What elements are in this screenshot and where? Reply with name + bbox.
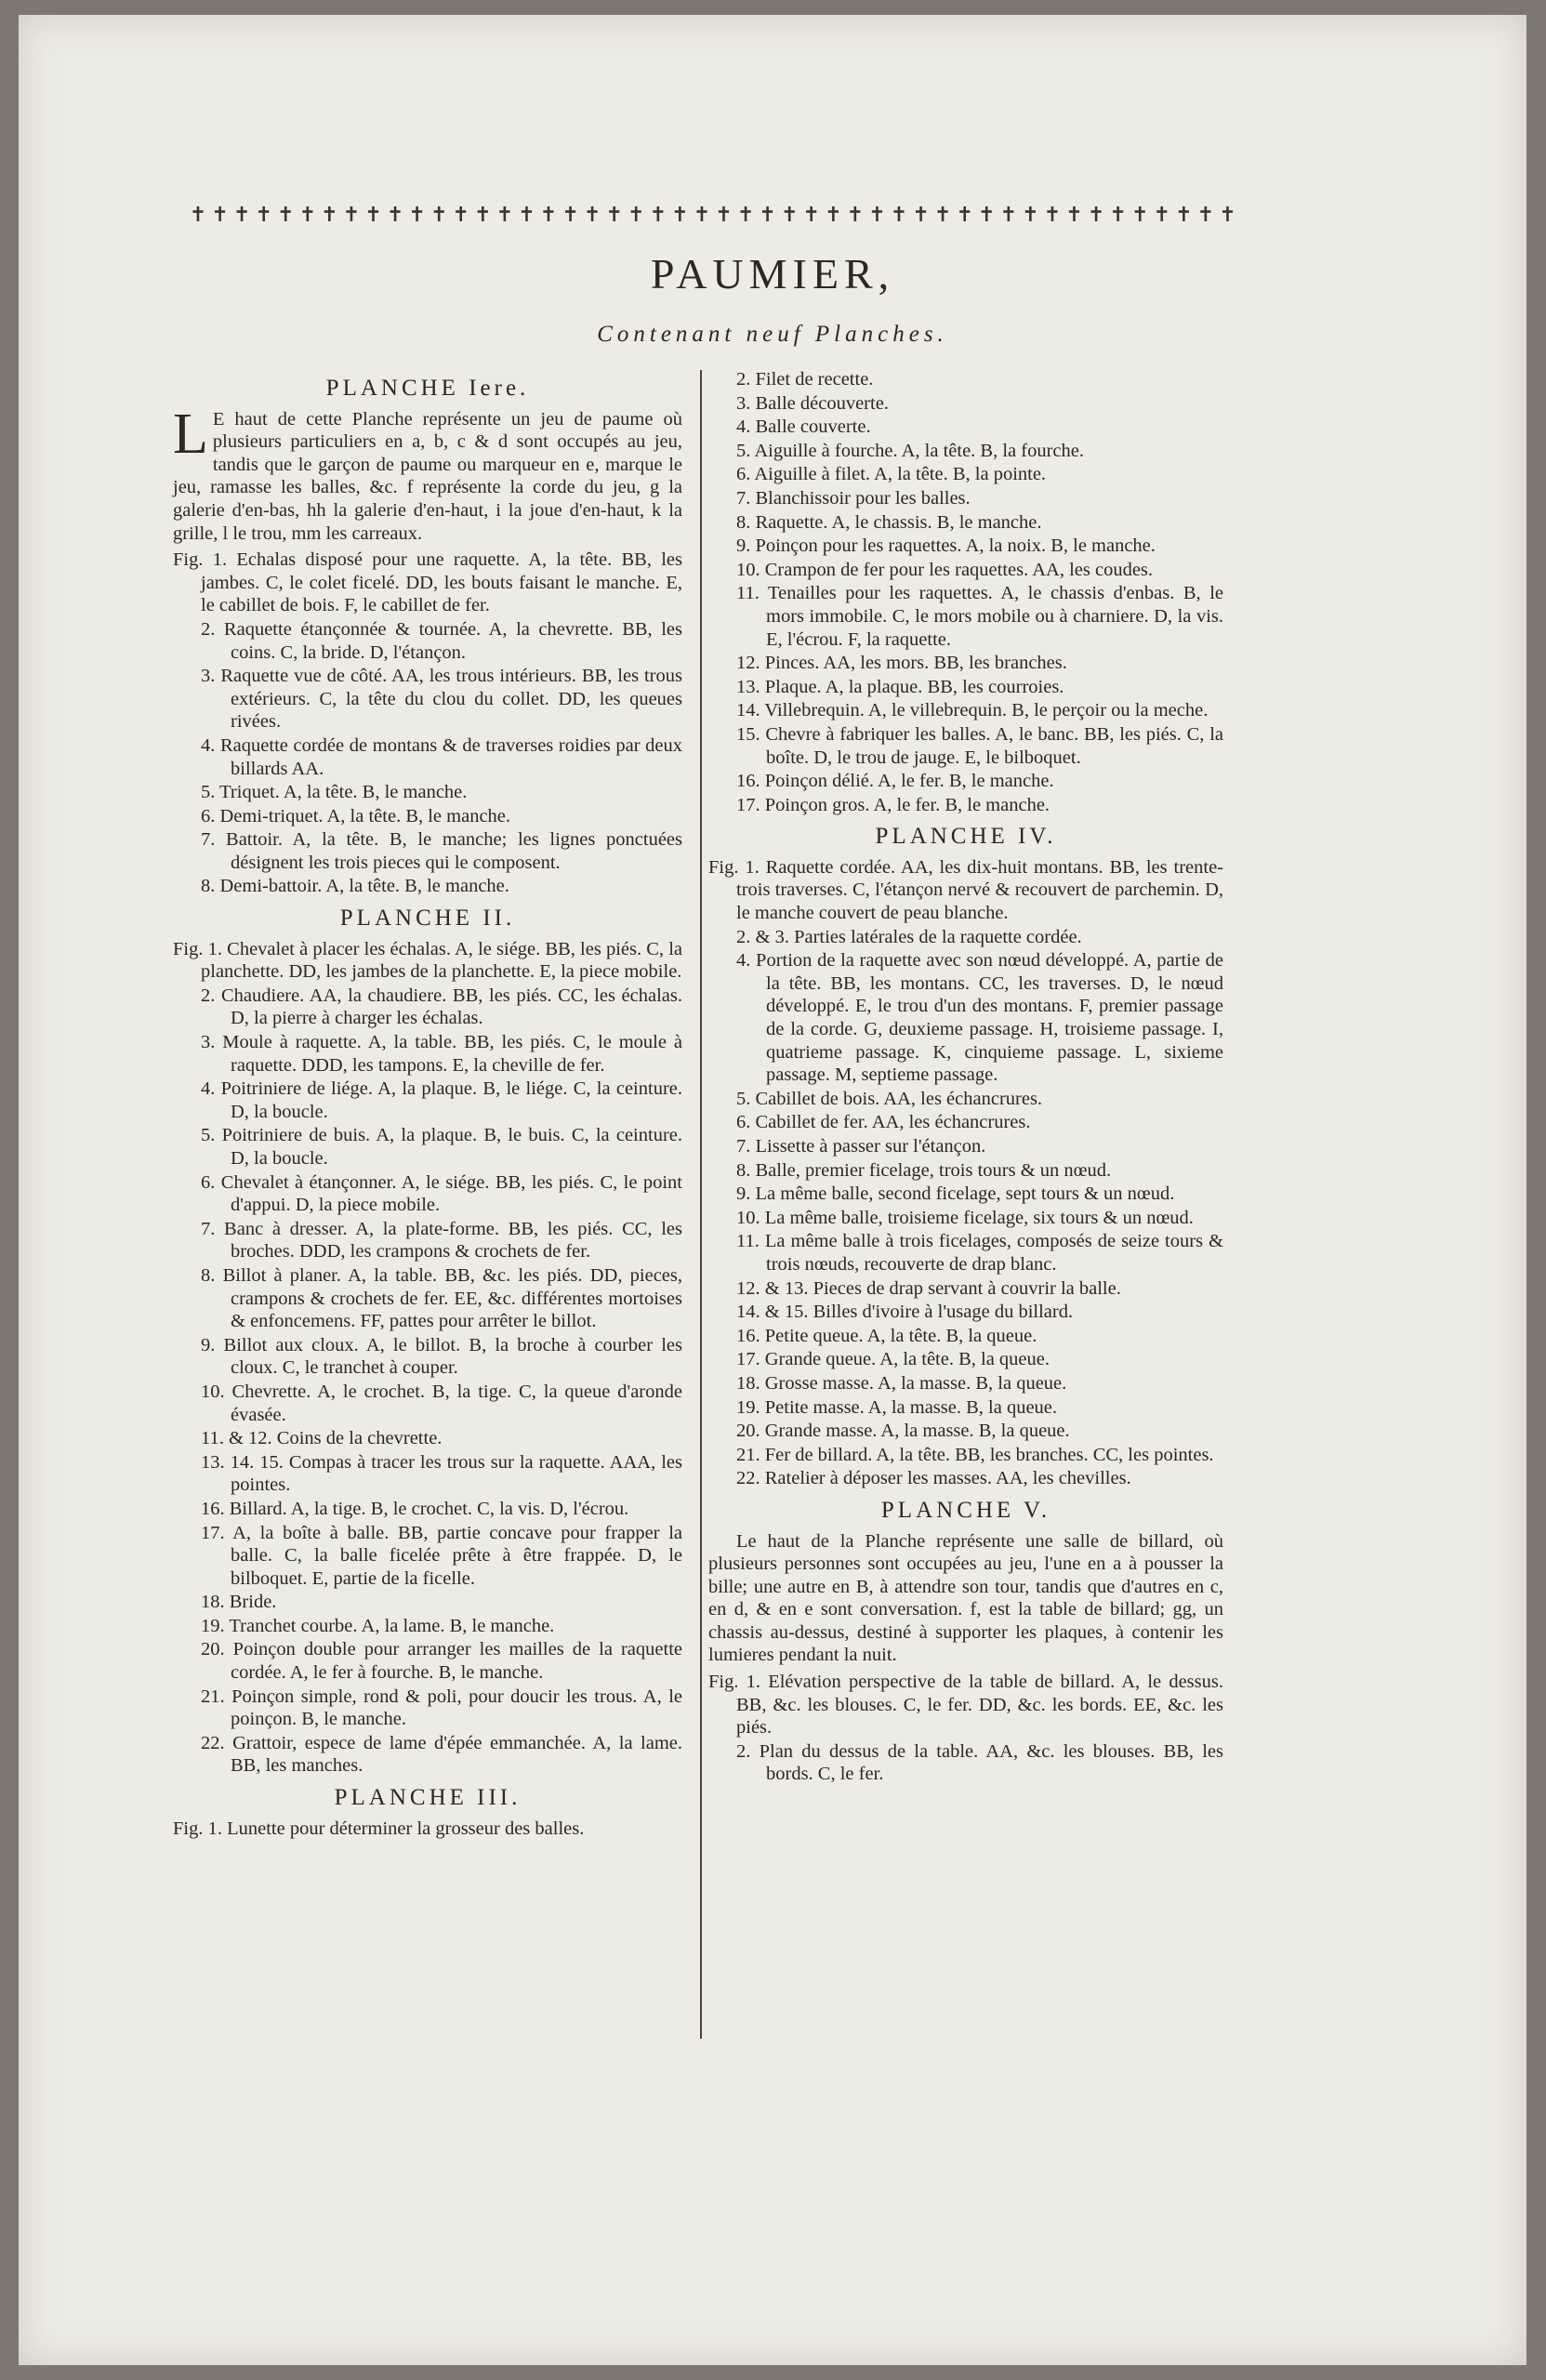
ornament-cross-icon: ✝ (408, 203, 426, 226)
ornament-cross-icon: ✝ (1043, 203, 1062, 226)
ornament-cross-icon: ✝ (1109, 203, 1127, 226)
figure-entry: 13. Plaque. A, la plaque. BB, les courroies. (736, 676, 1064, 697)
figure-entry: 7. Blanchissoir pour les balles. (736, 487, 971, 509)
figure-entry: 12. Pinces. AA, les mors. BB, les branches. (736, 653, 1067, 674)
figure-entry: 16. Billard. A, la tige. B, le crochet. C, la vis. D, l'écrou. (201, 1498, 629, 1519)
ornament-cross-icon: ✝ (890, 203, 908, 226)
figure-entry: 10. Crampon de fer pour les raquettes. AA, les coudes. (736, 559, 1154, 580)
figure-entry: 11. & 12. Coins de la chevrette. (201, 1428, 443, 1449)
ornament-cross-icon: ✝ (1219, 203, 1236, 226)
planche5-entries (708, 1671, 1223, 1786)
ornament-cross-icon: ✝ (649, 203, 667, 226)
ornament-rule (189, 201, 1237, 229)
page-subtitle: Contenant neuf Planches. (597, 322, 948, 347)
figure-entry: 21. Fer de billard. A, la tête. BB, les branches. CC, les pointes. (736, 1444, 1214, 1465)
ornament-cross-icon: ✝ (277, 203, 295, 226)
figure-entry: 6. Demi-triquet. A, la tête. B, le manche. (201, 805, 511, 826)
figure-entry: 5. Cabillet de bois. AA, les échancrures. (736, 1088, 1043, 1109)
figure-entry: 8. Balle, premier ficelage, trois tours & un nœud. (736, 1159, 1112, 1181)
figure-entry: 21. Poinçon simple, rond & poli, pour doucir les trous. A, le poinçon. B, le manche. (201, 1686, 682, 1730)
figure-entry: 9. Billot aux cloux. A, le billot. B, la broche à courber les cloux. C, le tranchet à couper. (201, 1334, 682, 1379)
planche2-entries (173, 938, 682, 1778)
planche3-entries (173, 1818, 682, 1841)
figure-entry: 4. Portion de la raquette avec son nœud développé. A, partie de la tête. BB, les montans. CC, les traverses. D, le nœud développé. E, le trou d'un des montans. F, premier passage de la corde. G, deuxieme passage. H, troisieme passage. I, quatrieme passage. K, cinquieme passage. L, sixieme passage. M, septieme passage. (736, 950, 1223, 1086)
ornament-cross-icon: ✝ (912, 203, 930, 226)
ornament-cross-icon: ✝ (759, 203, 776, 226)
figure-entry: 16. Petite queue. A, la tête. B, la queue. (736, 1325, 1037, 1346)
page-sheet (19, 15, 1526, 2365)
ornament-cross-icon: ✝ (956, 203, 973, 226)
ornament-cross-icon: ✝ (1065, 203, 1083, 226)
ornament-cross-icon: ✝ (189, 203, 207, 226)
ornament-cross-icon: ✝ (539, 203, 558, 226)
figure-entry: 6. Chevalet à étançonner. A, le siége. BB, les piés. C, le point d'appui. D, la piece mobile. (201, 1171, 682, 1216)
ornament-cross-icon: ✝ (933, 203, 952, 226)
ornament-cross-icon: ✝ (321, 203, 338, 226)
planche1-entries (173, 549, 682, 898)
ornament-cross-icon: ✝ (1130, 203, 1149, 226)
figure-entry: Fig. 1. Elévation perspective de la table de billard. A, le dessus. BB, &c. les blouses. C, le fer. DD, &c. les bords. EE, &c. les piés. (708, 1672, 1223, 1739)
planche-heading-2: PLANCHE II. (339, 906, 516, 932)
ornament-cross-icon: ✝ (1175, 203, 1193, 226)
figure-entry: 17. Poinçon gros. A, le fer. B, le manche. (736, 794, 1050, 815)
figure-entry: 13. 14. 15. Compas à tracer les trous sur la raquette. AAA, les pointes. (201, 1451, 682, 1496)
ornament-cross-icon: ✝ (364, 203, 382, 226)
figure-entry: 5. Aiguille à fourche. A, la tête. B, la fourche. (736, 440, 1085, 461)
ornament-cross-icon: ✝ (671, 203, 689, 226)
figure-entry: 9. La même balle, second ficelage, sept tours & un nœud. (736, 1183, 1175, 1205)
figure-entry: 3. Balle découverte. (736, 392, 889, 414)
figure-entry: 10. Chevrette. A, le crochet. B, la tige. C, la queue d'aronde évasée. (201, 1381, 682, 1425)
ornament-cross-icon: ✝ (978, 203, 996, 226)
figure-entry: 11. La même balle à trois ficelages, composés de seize tours & trois nœuds, recouverte de drap blanc. (736, 1231, 1223, 1275)
page-title: PAUMIER, (650, 250, 895, 298)
figure-entry: 12. & 13. Pieces de drap servant à couvrir la balle. (736, 1277, 1121, 1299)
planche5-intro: Le haut de la Planche représente une salle de billard, où plusieurs personnes sont occupées au jeu, l'une en a à pousser la bille; une autre en B, à attendre son tour, tandis que d'autres en c, en d, & en e sont conversation. f, est la table de billard; gg, un chassis au-dessus, destiné à supporter les plaques, à contenir les lumieres pendant la nuit. (708, 1530, 1223, 1666)
figure-entry: 6. Cabillet de fer. AA, les échancrures. (736, 1112, 1031, 1133)
left-column (173, 368, 682, 1841)
ornament-cross-icon: ✝ (211, 203, 229, 226)
figure-entry: 7. Lissette à passer sur l'étançon. (736, 1136, 986, 1157)
ornament-cross-icon: ✝ (386, 203, 404, 226)
figure-entry: 19. Tranchet courbe. A, la lame. B, le manche. (201, 1615, 555, 1636)
figure-entry: 8. Billot à planer. A, la table. BB, &c. les piés. DD, pieces, crampons & crochets de fer. EE, &c. différentes mortoises & enfoncemens. FF, pattes pour arrêter le billot. (201, 1264, 682, 1332)
figure-entry: 22. Ratelier à déposer les masses. AA, les chevilles. (736, 1468, 1131, 1489)
column-divider (700, 370, 702, 2039)
figure-entry: 18. Bride. (201, 1592, 277, 1613)
figure-entry: 7. Banc à dresser. A, la plate-forme. BB, les piés. CC, les broches. DDD, les crampons & crochets de fer. (201, 1218, 682, 1263)
figure-entry: 10. La même balle, troisieme ficelage, six tours & un nœud. (736, 1207, 1194, 1228)
ornament-cross-icon: ✝ (1196, 203, 1215, 226)
ornament-cross-icon: ✝ (474, 203, 492, 226)
ornament-cross-icon: ✝ (298, 203, 317, 226)
ornament-cross-icon: ✝ (628, 203, 645, 226)
figure-entry: 2. Filet de recette. (736, 369, 874, 390)
figure-entry: 3. Raquette vue de côté. AA, les trous intérieurs. BB, les trous extérieurs. C, la tête du clou du collet. DD, les queues rivées. (201, 666, 682, 733)
planche1-intro (173, 402, 682, 546)
ornament-cross-icon: ✝ (496, 203, 514, 226)
figure-entry: 14. Villebrequin. A, le villebrequin. B, le perçoir ou la meche. (736, 700, 1209, 721)
ornament-cross-icon: ✝ (999, 203, 1018, 226)
figure-entry: Fig. 1. Chevalet à placer les échalas. A, le siége. BB, les piés. C, la planchette. DD, les jambes de la planchette. E, la piece mobile. (173, 938, 682, 983)
ornament-cross-icon: ✝ (583, 203, 601, 226)
figure-entry: 3. Moule à raquette. A, la table. BB, les piés. C, le moule à raquette. DDD, les tampons. E, la cheville de fer. (201, 1032, 682, 1076)
ornament-cross-icon: ✝ (802, 203, 820, 226)
figure-entry: 2. Chaudiere. AA, la chaudiere. BB, les piés. CC, les échalas. D, la pierre à charger les échalas. (201, 985, 682, 1029)
figure-entry: 18. Grosse masse. A, la masse. B, la queue. (736, 1372, 1067, 1394)
ornament-cross-icon: ✝ (868, 203, 886, 226)
ornament-cross-icon: ✝ (605, 203, 623, 226)
figure-entry: 14. & 15. Billes d'ivoire à l'usage du billard. (736, 1302, 1074, 1323)
figure-entry: 6. Aiguille à filet. A, la tête. B, la pointe. (736, 464, 1047, 485)
planche-heading-1: PLANCHE Iere. (325, 376, 530, 401)
figure-entry: Fig. 1. Raquette cordée. AA, les dix-huit montans. BB, les trente-trois traverses. C, l'étançon nervé & recouvert de parchemin. D, le manche couvert de peau blanche. (708, 856, 1223, 924)
figure-entry: 17. A, la boîte à balle. BB, partie concave pour frapper la balle. C, la balle ficelée prête à être frappée. D, le bilboquet. E, partie de la ficelle. (201, 1522, 682, 1589)
figure-entry: 5. Triquet. A, la tête. B, le manche. (201, 782, 468, 803)
figure-entry: 19. Petite masse. A, la masse. B, la queue. (736, 1396, 1058, 1418)
ornament-cross-icon: ✝ (736, 203, 755, 226)
ornament-cross-icon: ✝ (452, 203, 469, 226)
ornament-cross-icon: ✝ (562, 203, 579, 226)
figure-entry: 20. Poinçon double pour arranger les mailles de la raquette cordée. A, le fer à fourche. B, le manche. (201, 1639, 682, 1684)
ornament-cross-icon: ✝ (825, 203, 842, 226)
planche3-cont-entries (708, 368, 1223, 816)
figure-entry: 17. Grande queue. A, la tête. B, la queue. (736, 1349, 1050, 1370)
figure-entry: 16. Poinçon délié. A, le fer. B, le manche. (736, 771, 1054, 792)
figure-entry: 11. Tenailles pour les raquettes. A, le chassis d'enbas. B, le mors immobile. C, le mors mobile ou à charniere. D, la vis. E, l'écrou. F, la raquette. (736, 583, 1223, 650)
ornament-cross-icon: ✝ (255, 203, 272, 226)
figure-entry: 8. Demi-battoir. A, la tête. B, le manche. (201, 876, 509, 897)
ornament-cross-icon: ✝ (1022, 203, 1039, 226)
ornament-cross-icon: ✝ (1087, 203, 1105, 226)
right-column (708, 368, 1223, 1787)
drop-cap: L (173, 402, 208, 466)
figure-entry: 8. Raquette. A, le chassis. B, le manche. (736, 511, 1042, 533)
ornament-cross-icon: ✝ (518, 203, 535, 226)
ornament-cross-icon: ✝ (429, 203, 448, 226)
planche-heading-5: PLANCHE V. (880, 1497, 1051, 1523)
ornament-cross-icon: ✝ (342, 203, 361, 226)
ornament-cross-icon: ✝ (1153, 203, 1170, 226)
ornament-cross-icon: ✝ (846, 203, 865, 226)
figure-entry: 2. Plan du dessus de la table. AA, &c. les blouses. BB, les bords. C, le fer. (736, 1740, 1223, 1785)
ornament-cross-icon: ✝ (693, 203, 711, 226)
figure-entry: 2. Raquette étançonnée & tournée. A, la chevrette. BB, les coins. C, la bride. D, l'étançon. (201, 618, 682, 663)
figure-entry: Fig. 1. Lunette pour déterminer la grosseur des balles. (173, 1818, 585, 1839)
figure-entry: 9. Poinçon pour les raquettes. A, la noix. B, le manche. (736, 536, 1156, 557)
ornament-cross-icon: ✝ (780, 203, 799, 226)
figure-entry: 5. Poitriniere de buis. A, la plaque. B, le buis. C, la ceinture. D, la boucle. (201, 1125, 682, 1169)
planche1-intro-text: E haut de cette Planche représente un jeu de paume où plusieurs particuliers en a, b, c & d sont occupés au jeu, tandis que le garçon de paume ou marqueur en e, marque le jeu, ramasse les balles, &c. f représente la corde du jeu, g la galerie d'en-bas, hh la galerie d'en-haut, i la joue d'en-haut, k la grille, l le trou, mm les carreaux. (173, 408, 682, 544)
figure-entry: 4. Poitriniere de liége. A, la plaque. B, le liége. C, la ceinture. D, la boucle. (201, 1078, 682, 1122)
figure-entry: 15. Chevre à fabriquer les balles. A, le banc. BB, les piés. C, la boîte. D, le trou de jauge. E, le bilboquet. (736, 723, 1223, 768)
figure-entry: 4. Balle couverte. (736, 416, 871, 438)
figure-entry: 7. Battoir. A, la tête. B, le manche; les lignes ponctuées désignent les trois pieces qui le composent. (201, 829, 682, 873)
planche4-entries (708, 856, 1223, 1490)
planche-heading-3: PLANCHE III. (334, 1785, 522, 1811)
ornament-cross-icon: ✝ (232, 203, 251, 226)
figure-entry: 22. Grattoir, espece de lame d'épée emmanchée. A, la lame. BB, les manches. (201, 1732, 682, 1777)
figure-entry: Fig. 1. Echalas disposé pour une raquette. A, la tête. BB, les jambes. C, le colet ficelé. DD, les bouts faisant le manche. E, le cabillet de bois. F, le cabillet de fer. (173, 549, 682, 616)
figure-entry: 4. Raquette cordée de montans & de traverses roidies par deux billards AA. (201, 734, 682, 779)
figure-entry: 20. Grande masse. A, la masse. B, la queue. (736, 1421, 1070, 1442)
figure-entry: 2. & 3. Parties latérales de la raquette cordée. (736, 926, 1082, 947)
planche-heading-4: PLANCHE IV. (875, 824, 1057, 850)
ornament-cross-icon: ✝ (715, 203, 733, 226)
